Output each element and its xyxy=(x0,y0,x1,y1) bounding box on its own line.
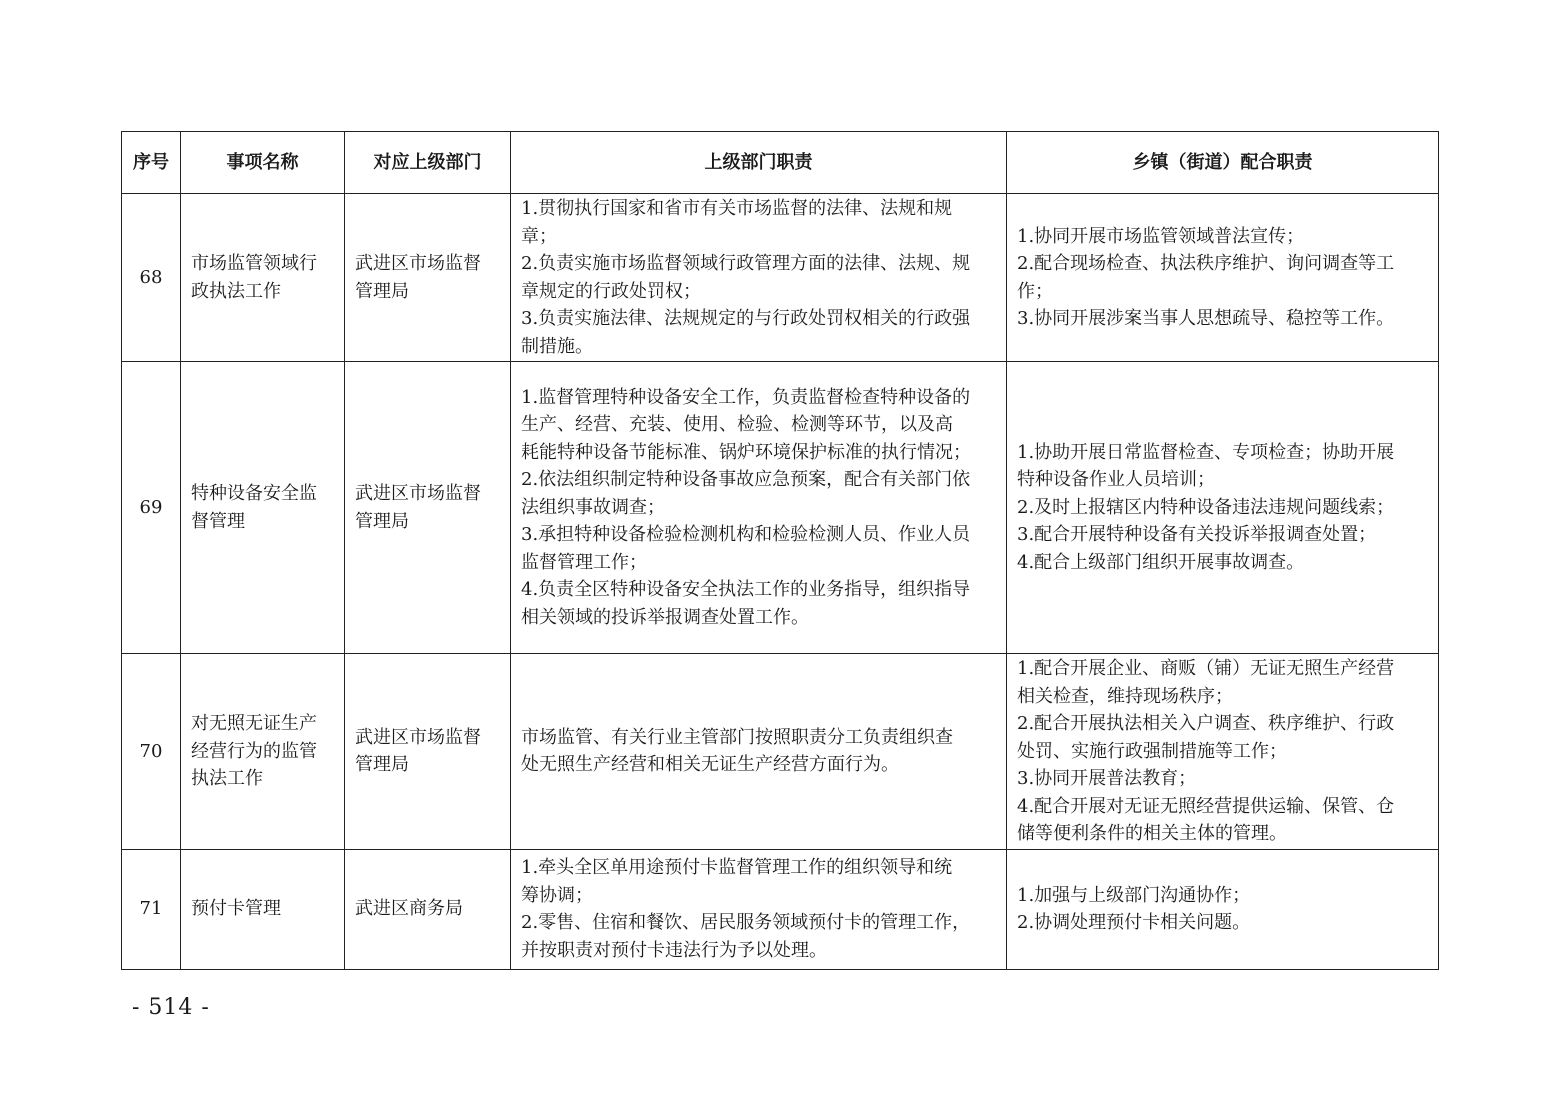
township-duty: 1.协助开展日常监督检查、专项检查；协助开展 特种设备作业人员培训； 2.及时上报辖区内特种设备违法违规问题线索； 3.配合开展特种设备有关投诉举报调查处置； 4.配合上级部门组织开展事故调查。 xyxy=(1007,362,1439,654)
table-row xyxy=(122,849,1439,969)
page-number: - 514 - xyxy=(132,995,210,1020)
duty-table xyxy=(121,131,1439,970)
item-name: 预付卡管理 xyxy=(181,849,345,969)
header-row xyxy=(122,132,1439,194)
township-duty: 1.加强与上级部门沟通协作； 2.协调处理预付卡相关问题。 xyxy=(1007,849,1439,969)
superior-duty: 市场监管、有关行业主管部门按照职责分工负责组织查 处无照生产经营和相关无证生产经营方面行为。 xyxy=(511,654,1007,850)
item-name: 特种设备安全监 督管理 xyxy=(181,362,345,654)
header-item-name: 事项名称 xyxy=(181,132,345,194)
item-name: 对无照无证生产 经营行为的监管 执法工作 xyxy=(181,654,345,850)
item-name: 市场监管领域行 政执法工作 xyxy=(181,194,345,362)
header-township-duty: 乡镇（街道）配合职责 xyxy=(1007,132,1439,194)
table-row xyxy=(122,194,1439,362)
table-row xyxy=(122,362,1439,654)
row-number: 71 xyxy=(122,849,181,969)
header-superior-duty: 上级部门职责 xyxy=(511,132,1007,194)
superior-dept: 武进区市场监督 管理局 xyxy=(345,194,511,362)
row-number: 70 xyxy=(122,654,181,850)
superior-duty: 1.监督管理特种设备安全工作，负责监督检查特种设备的 生产、经营、充装、使用、检验、检测等环节，以及高 耗能特种设备节能标准、锅炉环境保护标准的执行情况； 2.依法组织制定特种设备事故应急预案，配合有关部门依 法组织事故调查； 3.承担特种设备检验检测机构和检验检测人员、作业人员 监督管理工作； 4.负责全区特种设备安全执法工作的业务指导，组织指导 相关领域的投诉举报调查处置工作。 xyxy=(511,362,1007,654)
table-row xyxy=(122,654,1439,850)
row-number: 69 xyxy=(122,362,181,654)
header-no: 序号 xyxy=(122,132,181,194)
header-superior-dept: 对应上级部门 xyxy=(345,132,511,194)
township-duty: 1.协同开展市场监管领域普法宣传； 2.配合现场检查、执法秩序维护、询问调查等工 作； 3.协同开展涉案当事人思想疏导、稳控等工作。 xyxy=(1007,194,1439,362)
superior-duty: 1.牵头全区单用途预付卡监督管理工作的组织领导和统 筹协调； 2.零售、住宿和餐饮、居民服务领域预付卡的管理工作， 并按职责对预付卡违法行为予以处理。 xyxy=(511,849,1007,969)
township-duty: 1.配合开展企业、商贩（铺）无证无照生产经营 相关检查，维持现场秩序； 2.配合开展执法相关入户调查、秩序维护、行政 处罚、实施行政强制措施等工作； 3.协同开展普法教育； 4.配合开展对无证无照经营提供运输、保管、仓 储等便利条件的相关主体的管理。 xyxy=(1007,654,1439,850)
superior-dept: 武进区市场监督 管理局 xyxy=(345,654,511,850)
row-number: 68 xyxy=(122,194,181,362)
superior-dept: 武进区市场监督 管理局 xyxy=(345,362,511,654)
superior-dept: 武进区商务局 xyxy=(345,849,511,969)
superior-duty: 1.贯彻执行国家和省市有关市场监督的法律、法规和规 章； 2.负责实施市场监督领域行政管理方面的法律、法规、规 章规定的行政处罚权； 3.负责实施法律、法规规定的与行政处罚权相关的行政强 制措施。 xyxy=(511,194,1007,362)
